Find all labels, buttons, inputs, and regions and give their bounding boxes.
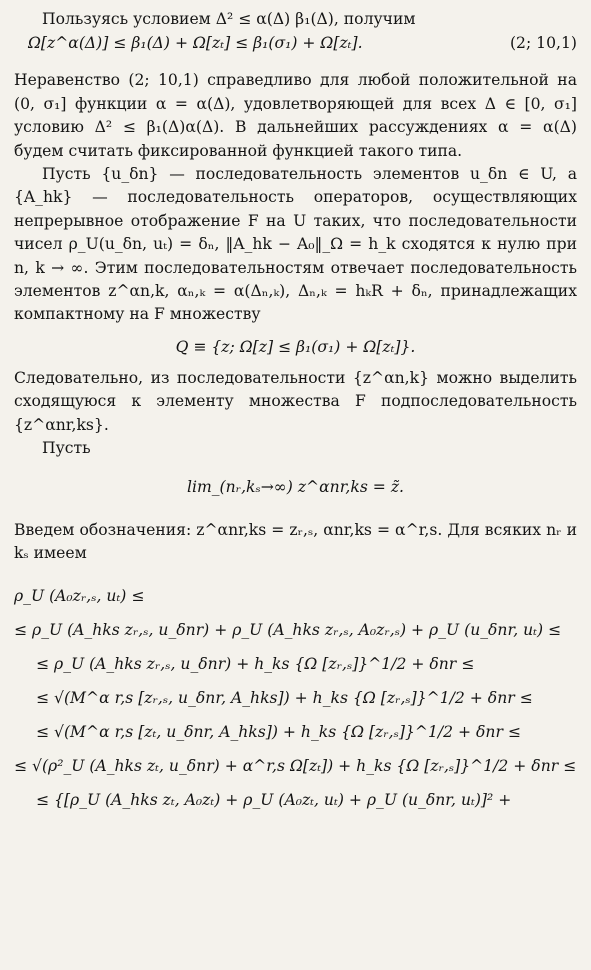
- chain-line: ≤ √(M^α r,s [zᵣ,ₛ, u_δnr, A_hks]) + h_ks {Ω [zᵣ,ₛ]}^1/2 + δnr ≤: [36, 689, 533, 708]
- equation-set-q: Q ≡ {z; Ω[z] ≤ β₁(σ₁) + Ω[zₜ]}.: [175, 337, 416, 356]
- chain-line: ≤ ρ_U (A_hks zᵣ,ₛ, u_δnr) + h_ks {Ω [zᵣ,ₛ]}^1/2 + δnr ≤: [36, 655, 475, 674]
- paragraph-5: Пусть: [42, 439, 91, 458]
- equation-2-10-1-label: (2; 10,1): [509, 34, 577, 53]
- chain-line: ρ_U (A₀zᵣ,ₛ, uₜ) ≤: [14, 587, 145, 606]
- equation-2-10-1-body: Ω[z^α(Δ)] ≤ β₁(Δ) + Ω[zₜ] ≤ β₁(σ₁) + Ω[zₜ].: [28, 34, 363, 53]
- equation-limit: lim_(nᵣ,kₛ→∞) z^αnr,ks = z̃.: [186, 477, 404, 496]
- chain-line: ≤ ρ_U (A_hks zᵣ,ₛ, u_δnr) + ρ_U (A_hks zᵣ,ₛ, A₀zᵣ,ₛ) + ρ_U (u_δnr, uₜ) ≤: [14, 621, 562, 640]
- paragraph-3: Пусть {u_δn} — последовательность элементов u_δn ∈ U, а {A_hk} — последовательность операторов, осуществляющих непрерывное отображение F на U таких, что последовательности чисел ρ_U(u_δn, uₜ) = δₙ, ‖A_hk − A₀‖_Ω = h_k сходятся к нулю при n, k → ∞. Этим последовательностям отвечает последовательность элементов z^αn,k, αₙ,ₖ = α(Δₙ,ₖ), Δₙ,ₖ = hₖR + δₙ, принадлежащих компактному на F множеству: [14, 165, 577, 324]
- paragraph-4: Следовательно, из последовательности {z^αn,k} можно выделить сходящуюся к элементу множества F подпоследовательность {z^αnr,ks}.: [14, 368, 577, 434]
- chain-line: ≤ √(ρ²_U (A_hks zₜ, u_δnr) + α^r,s Ω[zₜ]) + h_ks {Ω [zᵣ,ₛ]}^1/2 + δnr ≤: [14, 757, 577, 776]
- chain-line: ≤ {[ρ_U (A_hks zₜ, A₀zₜ) + ρ_U (A₀zₜ, uₜ) + ρ_U (u_δnr, uₜ)]² +: [36, 791, 512, 810]
- chain-line: ≤ √(M^α r,s [zₜ, u_δnr, A_hks]) + h_ks {Ω [zᵣ,ₛ]}^1/2 + δnr ≤: [36, 723, 521, 742]
- equation-2-10-1: [14, 31, 577, 55]
- paragraph-1: Пользуясь условием Δ² ≤ α(Δ) β₁(Δ), получим: [42, 10, 416, 28]
- paragraph-6: Введем обозначения: z^αnr,ks = zᵣ,ₛ, αnr,ks = α^r,s. Для всяких nᵣ и kₛ имеем: [14, 520, 577, 562]
- inequality-chain: [14, 579, 577, 817]
- paragraph-2: Неравенство (2; 10,1) справедливо для любой положительной на (0, σ₁] функции α = α(Δ), удовлетворяющей для всех Δ ∈ [0, σ₁] условию Δ² ≤ β₁(Δ)α(Δ). В дальнейших рассуждениях α = α(Δ) будем считать фиксированной функцией такого типа.: [14, 71, 577, 160]
